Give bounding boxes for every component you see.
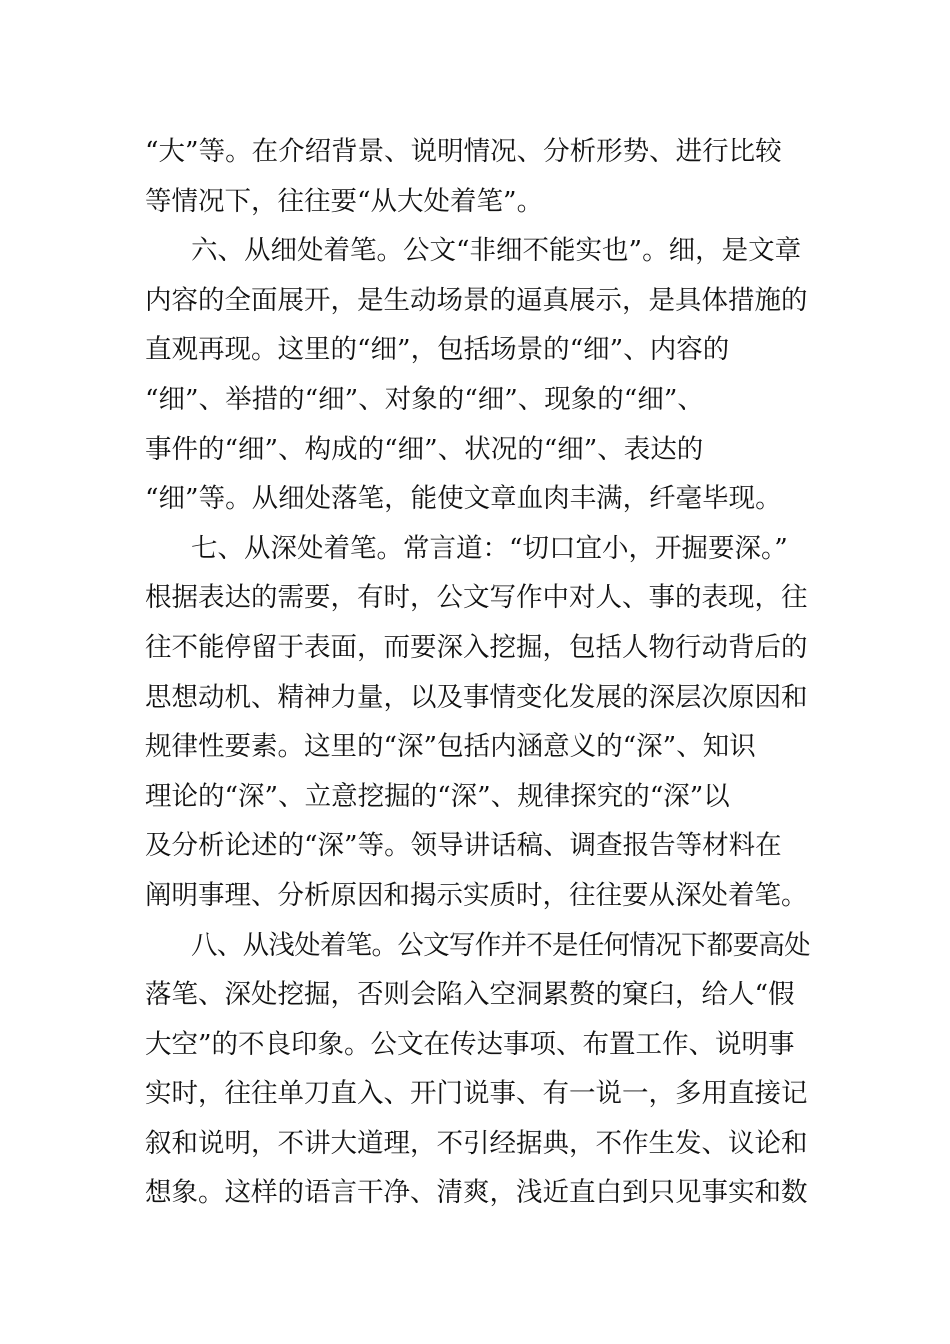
text-line: 实时，往往单刀直入、开门说事、有一说一，多用直接记	[145, 1078, 808, 1110]
text-line: 往不能停留于表面，而要深入挖掘，包括人物行动背后的	[145, 631, 808, 663]
text-line: “细”等。从细处落笔，能使文章血肉丰满，纤毫毕现。	[145, 483, 782, 515]
text-line: 想象。这样的语言干净、清爽，浅近直白到只见事实和数	[145, 1177, 808, 1209]
text-line: “细”、举措的“细”、对象的“细”、现象的“细”、	[145, 383, 704, 415]
text-line: “大”等。在介绍背景、说明情况、分析形势、进行比较	[145, 136, 782, 167]
body-text	[145, 127, 810, 1218]
text-line: 阐明事理、分析原因和揭示实质时，往往要从深处着笔。	[145, 879, 808, 911]
text-line: 落笔、深处挖掘，否则会陷入空洞累赘的窠臼，给人“假	[145, 979, 795, 1011]
text-line: 事件的“细”、构成的“细”、状况的“细”、表达的	[145, 433, 704, 465]
text-line: 根据表达的需要，有时，公文写作中对人、事的表现，往	[145, 582, 808, 614]
text-line: 叙和说明，不讲大道理，不引经据典，不作生发、议论和	[145, 1127, 808, 1159]
text-line: 思想动机、精神力量，以及事情变化发展的深层次原因和	[145, 681, 808, 713]
text-line: 大空”的不良印象。公文在传达事项、布置工作、说明事	[145, 1028, 795, 1060]
text-line: 直观再现。这里的“细”，包括场景的“细”、内容的	[145, 334, 730, 366]
text-line: 内容的全面展开，是生动场景的逼真展示，是具体措施的	[145, 284, 808, 316]
text-line: 八、从浅处着笔。公文写作并不是任何情况下都要高处	[191, 929, 810, 961]
text-line: 等情况下，往往要“从大处着笔”。	[145, 185, 544, 217]
text-line: 七、从深处着笔。常言道：“切口宜小，开掘要深。”	[191, 532, 788, 564]
text-line: 规律性要素。这里的“深”包括内涵意义的“深”、知识	[145, 731, 756, 763]
text-line: 理论的“深”、立意挖掘的“深”、规律探究的“深”以	[145, 780, 730, 812]
text-line: 及分析论述的“深”等。领导讲话稿、调查报告等材料在	[145, 830, 782, 862]
text-line: 六、从细处着笔。公文“非细不能实也”。细，是文章	[191, 235, 802, 267]
